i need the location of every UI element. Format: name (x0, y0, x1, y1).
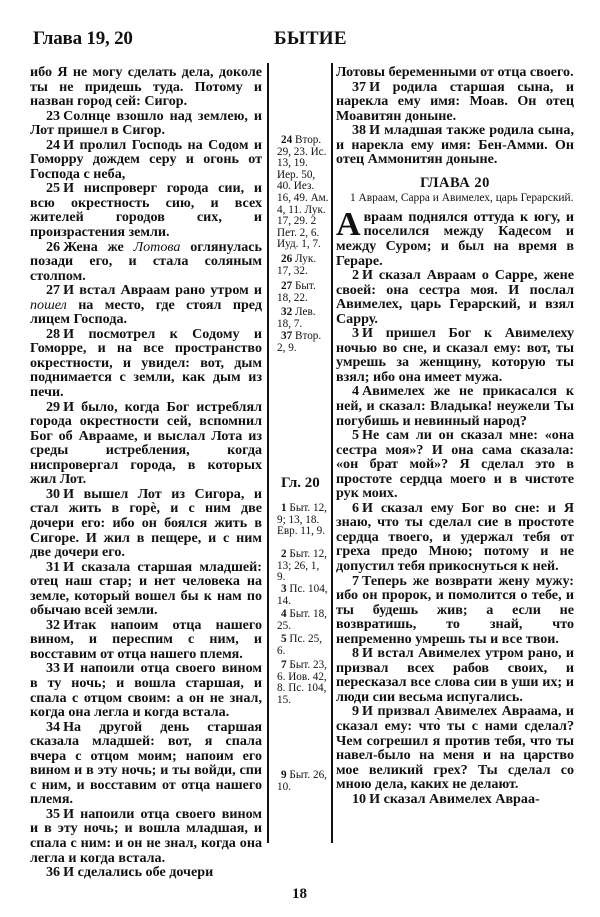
verse-2: 2 И сказал Авраам о Сарре, жене своей: она сестра моя. И послал Авимелех, царь Герарский, и взял Сарру. (336, 267, 574, 327)
verse-7: 7 Теперь же возврати жену мужу: ибо он пророк, и помолится о тебе, и ты будешь жив; а если не возвратишь, то знай, что непременно умрешь ты и все твои. (336, 572, 574, 647)
cross-ref-19-27: 27 Быт. 18, 22. (277, 280, 316, 304)
drop-cap: А (336, 205, 361, 243)
cross-ref-20-1: 1 Быт. 12, 9; 13, 18. Евр. 11, 9. (277, 502, 327, 538)
verse-27: 27 И встал Авраам рано утром и пошел на место, где стоял пред лицем Господа. (30, 282, 262, 328)
cross-ref-chapter-label: Гл. 20 (281, 475, 320, 491)
verse-38: 38 И младшая также родила сына, и нарекла ему имя: Бен-Амми. Он отец Аммонитян доныне. (336, 122, 574, 168)
verse-5: 5 Не сам ли он сказал мне: «она сестра моя»? И она сама сказала: «он брат мой»? Я сделал это в простоте сердца моего и в чистоте рук моих. (336, 427, 574, 502)
verse-9: 9 И призвал Авимелех Авраама, и сказал ему: что̀ ты с нами сделал? Чем согрешил я против тебя, что ты навел-было на меня и на царство мое великий грех? Ты сделал со мною дела, каких не делают. (336, 703, 574, 793)
cross-ref-20-2: 2 Быт. 12, 13; 26, 1, 9. (277, 548, 327, 584)
column-divider-left (267, 63, 269, 843)
verse-26: 26 Жена же Лотова оглянулась позади его, и стала соляным столпом. (30, 238, 262, 284)
cross-ref-19-26: 26 Лук. 17, 32. (277, 253, 317, 277)
verse-8: 8 И встал Авимелех утром рано, и призвал всех рабов своих, и пересказал все слова сии в уши их; и люди сии весьма испугались. (336, 645, 574, 705)
verse-36: 36 И сделались обе дочери (46, 864, 214, 881)
verse-continuation: ибо Я не могу сделать дела, доколе ты не придешь туда. Потому и назван город сей: Сигор. (30, 64, 262, 110)
cross-ref-20-5: 5 Пс. 25, 6. (277, 633, 323, 657)
page-number: 18 (292, 886, 307, 902)
cross-ref-20-4: 4 Быт. 18, 25. (277, 608, 327, 632)
cross-ref-19-32: 32 Лев. 18, 7. (277, 306, 316, 330)
verse-33: 33 И напоили отца своего вином в ту ночь; и вошла старшая, и спала с отцом своим: а он не знал, когда она легла и когда встала. (30, 660, 262, 721)
verse-35: 35 И напоили отца своего вином и в эту ночь; и вошла младшая, и спала с ним: и он не знал, когда она легла и когда встала. (30, 805, 262, 866)
verse-1: Авраам поднялся оттуда к югу, и поселился между Кадесом и между Суром; и был на время в Гераре. (336, 205, 574, 269)
verse-32: 32 Итак напоим отца нашего вином, и переспим с ним, и восставим от отца нашего племя. (30, 616, 262, 662)
verse-25: 25 И ниспроверг города сии, и всю окрестность сию, и всех жителей городов сих, и произрастения земли. (30, 180, 262, 241)
verse-4: 4 Авимелех же не прикасался к ней, и сказал: Владыка! неужели Ты погубишь и невинный народ? (336, 383, 574, 429)
book-title: БЫТИЕ (274, 28, 347, 49)
verse-10: 10 И сказал Авимелех Авраа- (352, 790, 540, 807)
cross-ref-19-24: 24 Втор. 29, 23. Ис. 13, 19. Иер. 50, 40. Иез. 16, 49. Ам. 4, 11. Лук. 17, 29. 2 Пет. 2, 6. Иуд. 1, 7. (277, 134, 329, 251)
left-text-column (30, 65, 262, 880)
chapter-heading: ГЛАВА 20 (420, 174, 490, 191)
verse-23: 23 Солнце взошло над землею, и Лот пришел в Сигор. (30, 107, 262, 139)
cross-ref-20-7: 7 Быт. 23, 6. Иов. 42, 8. Пс. 104, 15. (277, 659, 327, 706)
verse-24: 24 И пролил Господь на Содом и Гоморру дождем серу и огонь от Господа с неба, (30, 136, 262, 182)
verse-3: 3 И пришел Бог к Авимелеху ночью во сне, и сказал ему: вот, ты умрешь за женщину, которую ты взял; ибо она имеет мужа. (336, 325, 574, 385)
cross-ref-20-3: 3 Пс. 104, 14. (277, 583, 328, 607)
cross-ref-19-37: 37 Втор. 2, 9. (277, 330, 322, 354)
chapter-summary: 1 Авраам, Сарра и Авимелех, царь Герарский. (350, 192, 574, 205)
column-divider-right (331, 63, 333, 843)
verse-31: 31 И сказала старшая младшей: отец наш стар; и нет человека на земле, который вошел бы к нам по обычаю всей земли. (30, 558, 262, 619)
right-text-column (336, 65, 574, 806)
verse-30: 30 И вышел Лот из Сигора, и стал жить в горѐ, и с ним две дочери его: ибо он боялся жить в Сигоре. И жил в пещере, и с ним две дочери его. (30, 485, 262, 561)
running-head-left: Глава 19, 20 (33, 28, 133, 49)
verse-34: 34 На другой день старшая сказала младшей: вот, я спала вчера с отцом моим; напоим его вином и в эту ночь; и ты войди, спи с ним, и восставим от отца нашего племя. (30, 718, 262, 808)
cross-ref-20-9: 9 Быт. 26, 10. (277, 769, 327, 793)
verse-continuation: Лотовы беременными от отца своего. (336, 64, 574, 80)
verse-37: 37 И родила старшая сына, и нарекла ему имя: Моав. Он отец Моавитян доныне. (336, 78, 574, 124)
cross-reference-column (277, 0, 329, 917)
verse-29: 29 И было, когда Бог истреблял города окрестности сей, вспомнил Бог об Аврааме, и выслал Лота из среды истребления, когда ниспровергал города, в которых жил Лот. (30, 398, 262, 488)
verse-28: 28 И посмотрел к Содому и Гоморре, и на все пространство окрестности, и увидел: вот, дым поднимается с земли, как дым из печи. (30, 325, 262, 401)
verse-6: 6 И сказал ему Бог во сне: и Я знаю, что ты сделал сие в простоте сердца твоего, и удержал тебя от греха предо Мною; потому и не допустил тебя прикоснуться к ней. (336, 499, 574, 574)
